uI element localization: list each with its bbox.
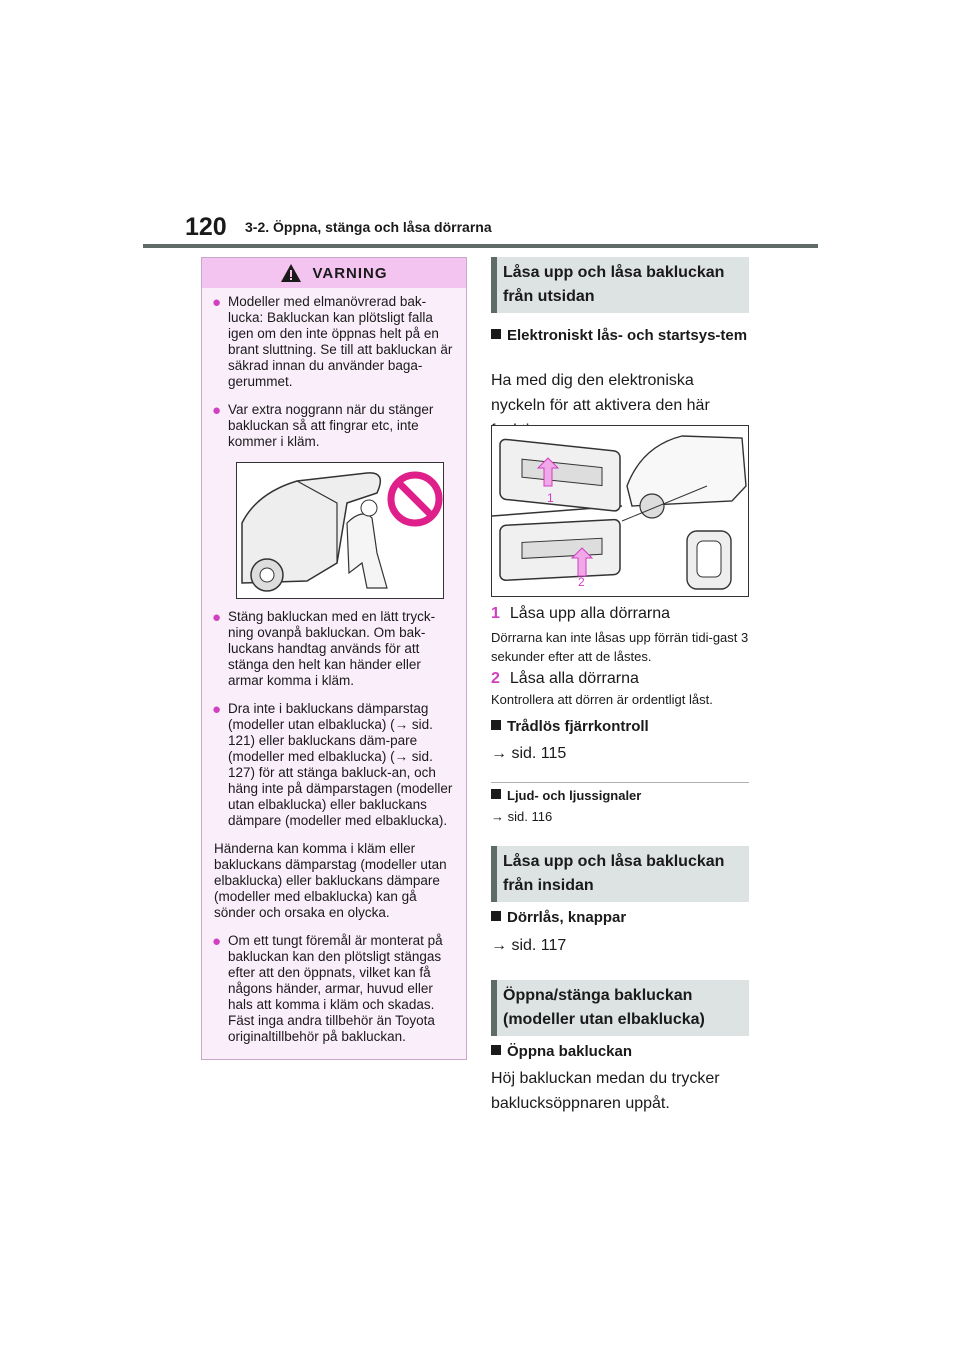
- warning-header: [202, 258, 466, 288]
- tailgate-switch-figure: [491, 425, 749, 597]
- header-rule: [143, 244, 818, 248]
- section-heading-outside: Låsa upp och låsa bakluckan från utsidan: [491, 257, 749, 313]
- subheading-door-lock-buttons: Dörrlås, knappar: [491, 907, 749, 929]
- warning-box: [201, 257, 467, 1060]
- subheading-open-tailgate: Öppna bakluckan: [491, 1041, 749, 1063]
- divider: [491, 782, 749, 783]
- warning-bullet: ● Stäng bakluckan med en lätt tryck-ning ovanpå bakluckan. Om bak-luckans handtag används för att stänga den helt kan händer eller armar komma i kläm.: [212, 609, 436, 688]
- section-title: 3-2. Öppna, stänga och låsa dörrarna: [245, 219, 492, 235]
- warning-plain-text: Händerna kan komma i kläm eller bakluckans dämparstag (modeller utan elbaklucka) eller bakluckans dämpare (modeller med elbaklucka) kan gå sönder och orsaka en olycka.: [214, 841, 447, 920]
- step-number: 2: [491, 670, 500, 687]
- subheading-smart-key: Elektroniskt lås- och startsys-tem: [491, 324, 749, 348]
- warning-triangle-icon: [280, 263, 302, 283]
- section-heading-open-close: Öppna/stänga bakluckan (modeller utan elbaklucka): [491, 980, 749, 1036]
- bullet-dot-icon: ●: [212, 701, 222, 718]
- paragraph-smart-key: Ha med dig den elektroniska nyckeln för att aktivera den här: [491, 372, 710, 414]
- paragraph-open-tailgate: Höj bakluckan medan du trycker baklucksöppnaren uppåt.: [491, 1070, 720, 1112]
- figure-label-2: 2: [578, 575, 585, 589]
- bullet-dot-icon: ●: [212, 294, 222, 311]
- square-bullet-icon: [491, 789, 501, 799]
- step-2-note: Kontrollera att dörren är ordentligt låst.: [491, 692, 713, 707]
- square-bullet-icon: [491, 1045, 501, 1055]
- bullet-dot-icon: ●: [212, 402, 222, 419]
- warning-bullet: ● Modeller med elmanövrerad bak-lucka: Bakluckan kan plötsligt falla igen om den inte öppnas helt på en brant sluttning. Se till att bakluckan är säkrad innan du använder baga-gerummet.: [212, 294, 453, 389]
- section-heading-inside: Låsa upp och låsa bakluckan från insidan: [491, 846, 749, 902]
- bullet-dot-icon: ●: [212, 609, 222, 626]
- reference-117: → sid. 117: [491, 937, 567, 954]
- square-bullet-icon: [491, 911, 501, 921]
- step-1-note: Dörrarna kan inte låsas upp förrän tidi-gast 3 sekunder efter att de låstes.: [491, 630, 749, 664]
- step-1: 1 Låsa upp alla dörrarna: [491, 605, 671, 622]
- step-2: 2 Låsa alla dörrarna: [491, 670, 639, 687]
- reference-115: → sid. 115: [491, 745, 567, 762]
- bullet-dot-icon: ●: [212, 933, 222, 950]
- reference-116: → sid. 116: [491, 809, 553, 824]
- page-number: 120: [185, 213, 227, 241]
- tailgate-pinch-illustration: [236, 462, 444, 599]
- figure-label-1: 1: [547, 491, 554, 505]
- warning-bullet: ● Om ett tungt föremål är monterat på bakluckan kan den plötsligt stängas efter att den öppnats, vilket kan få någons händer, armar, huvud eller hals att komma i kläm och skadas. Fäst inga andra tillbehör än Toyota originaltillbehör på bakluckan.: [212, 933, 443, 1044]
- square-bullet-icon: [491, 329, 501, 339]
- warning-title: VARNING: [312, 264, 388, 282]
- step-number: 1: [491, 605, 500, 622]
- warning-bullet: ● Dra inte i bakluckans dämparstag (modeller utan elbaklucka) (→ sid. 121) eller bakluckans däm-pare (modeller med elbaklucka) (→ sid. 127) för att stänga bakluck-an, och häng inte på dämparstagen (modeller utan elbaklucka) eller bakluckans dämpare (modeller med elbaklucka).: [212, 701, 453, 828]
- warning-bullet: ● Var extra noggrann när du stänger bakluckan så att fingrar etc, inte kommer i kläm.: [212, 402, 434, 449]
- subheading-signals: Ljud- och ljussignaler: [491, 787, 749, 805]
- subheading-remote: Trådlös fjärrkontroll: [491, 716, 749, 738]
- square-bullet-icon: [491, 720, 501, 730]
